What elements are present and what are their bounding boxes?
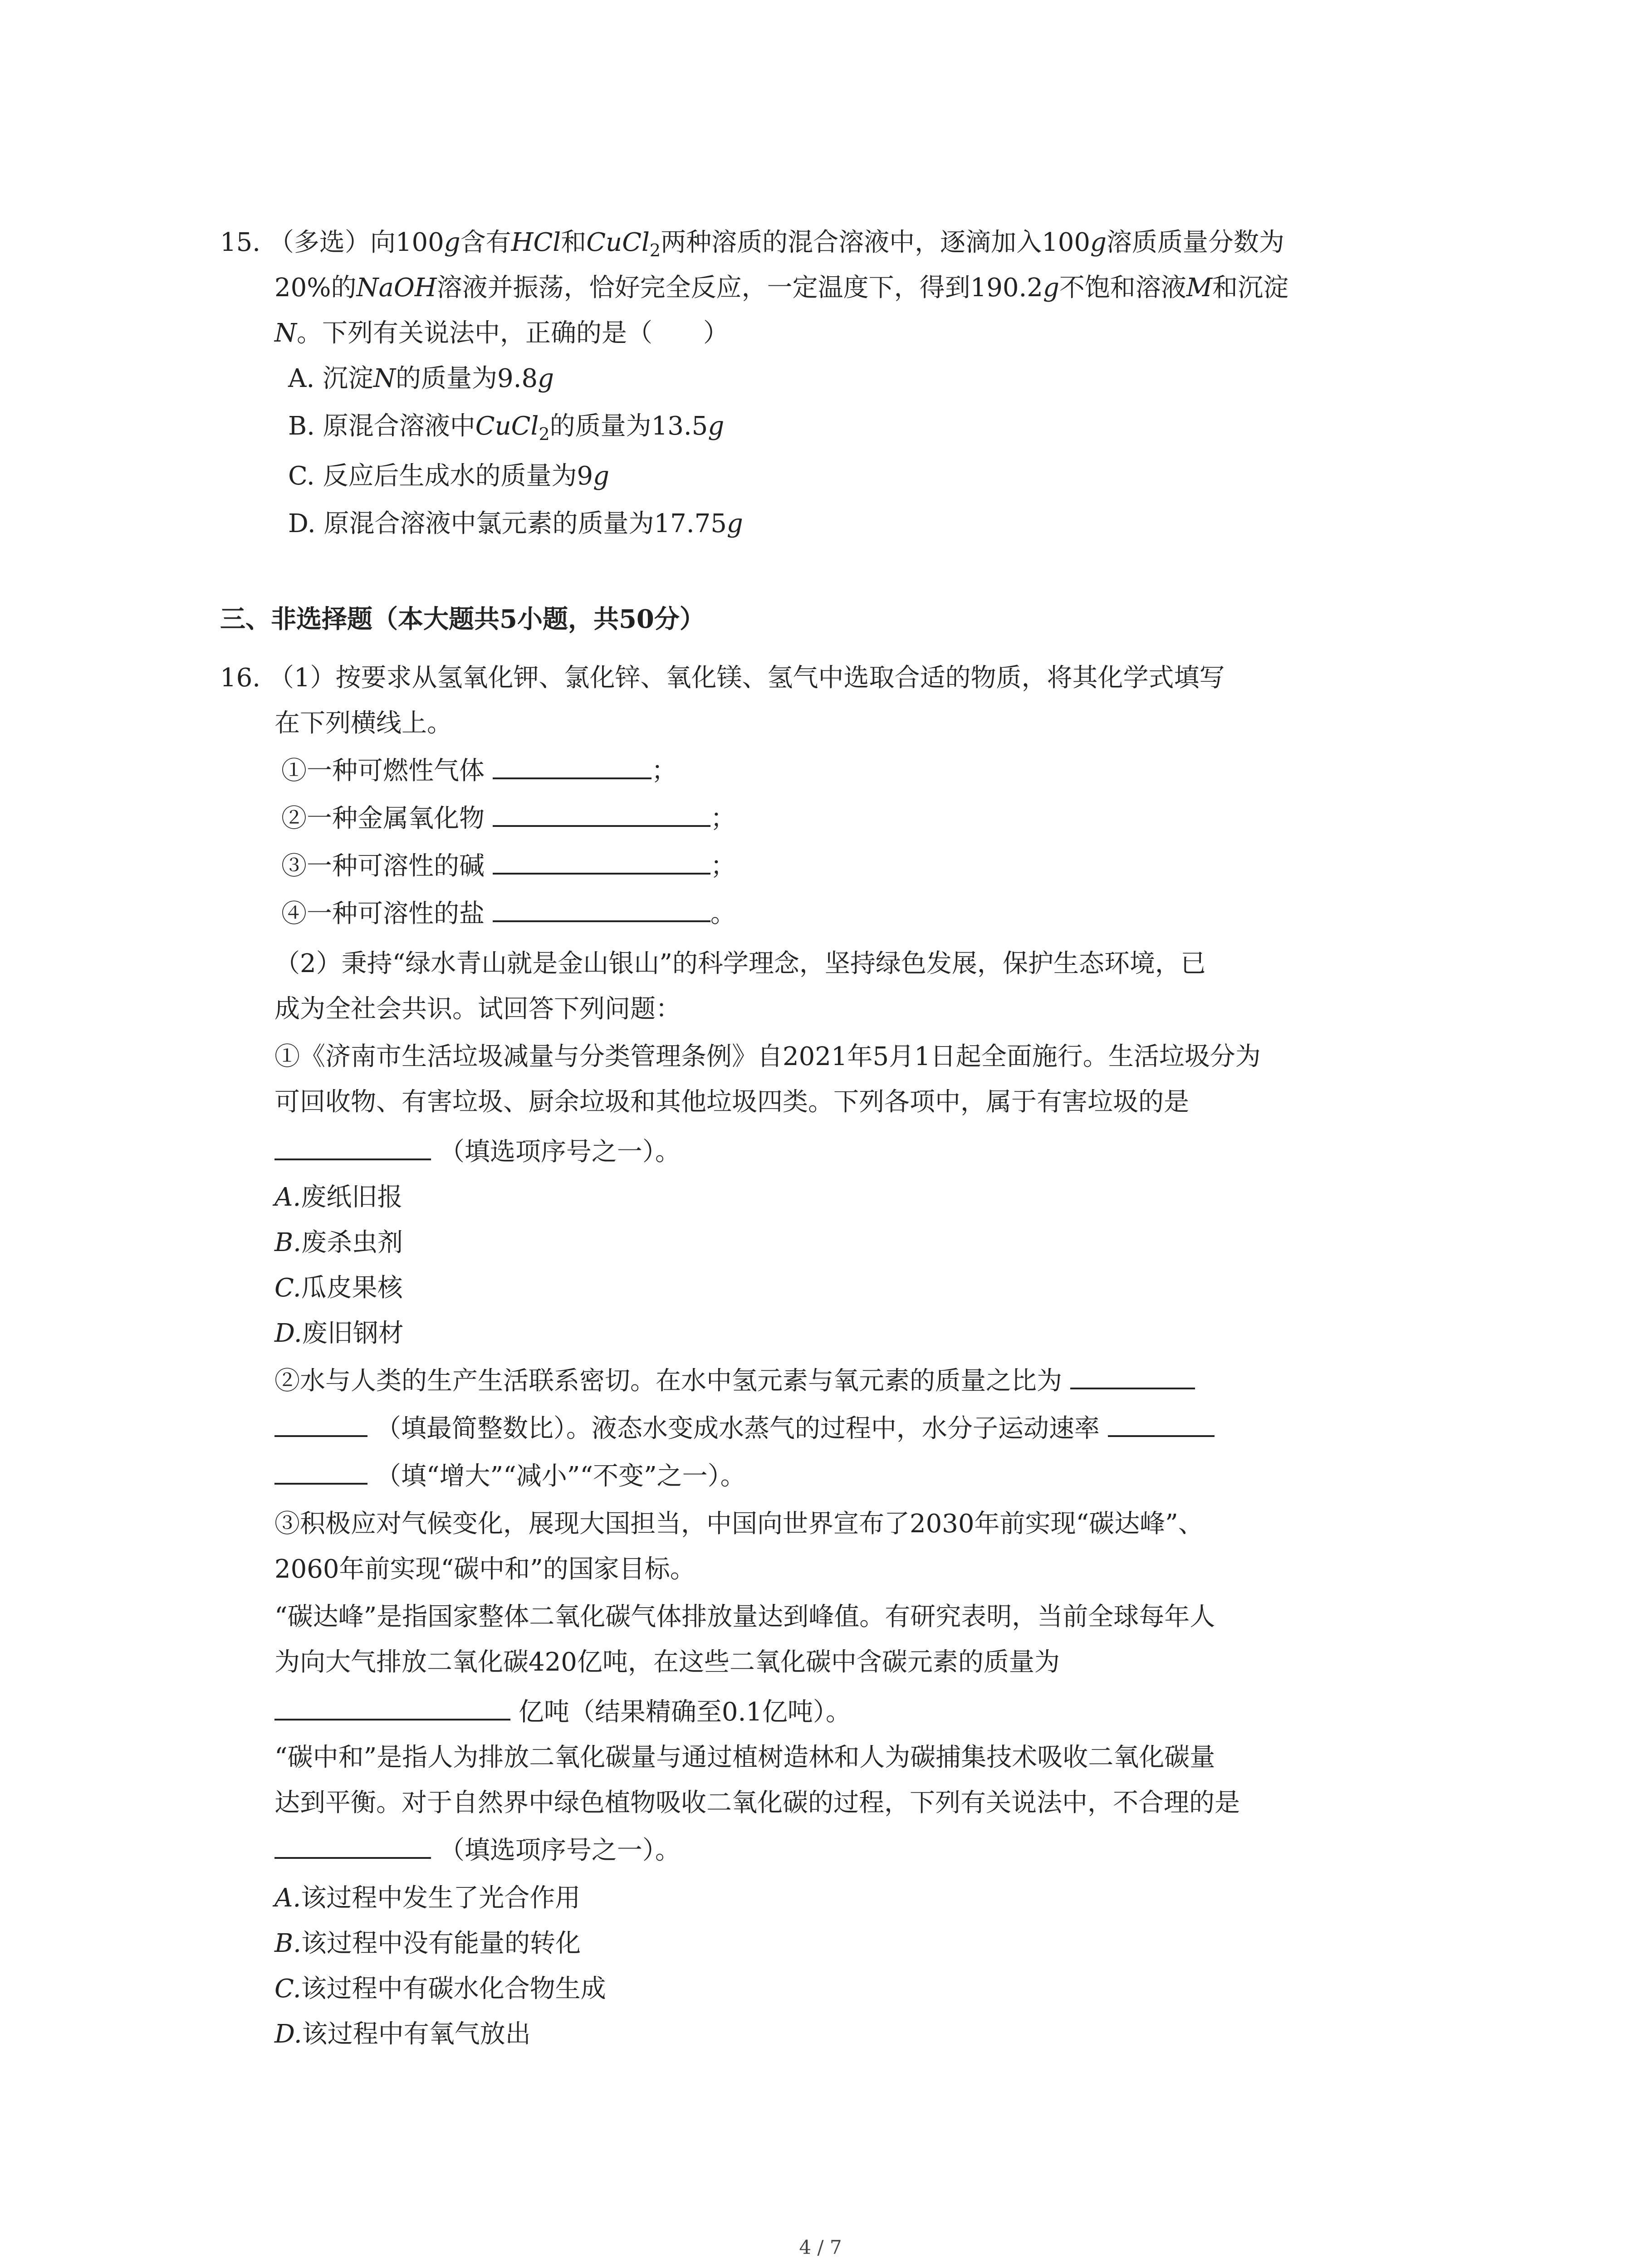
q15-line-2 xyxy=(274,265,1288,311)
q15-variable: N xyxy=(274,318,297,348)
q16-part2-line-1: （2）秉持“绿水青山就是金山银山”的科学理念，坚持绿色发展，保护生态环境，已 xyxy=(274,949,1206,978)
q15-formula: NaOH xyxy=(356,273,437,303)
q16-c1-line-2: 可回收物、有害垃圾、厨余垃圾和其他垃圾四类。下列各项中，属于有害垃圾的是 xyxy=(274,1087,1189,1117)
option-text: 瓜皮果核 xyxy=(301,1273,403,1303)
instruction-text: （填选项序号之一）。 xyxy=(439,1836,681,1865)
punctuation: ； xyxy=(710,804,736,833)
punctuation: ； xyxy=(651,756,677,786)
q15-text: 。下列有关说法中，正确的是（ ） xyxy=(297,318,729,348)
q16-line-1: 16. （1）按要求从氢氧化钾、氯化锌、氧化镁、氢气中选取合适的物质，将其化学式填写 xyxy=(220,663,1225,693)
answer-blank[interactable] xyxy=(1108,1408,1215,1437)
punctuation: 。 xyxy=(710,899,736,929)
q16-part2-line-2: 成为全社会共识。试回答下列问题： xyxy=(274,994,681,1024)
q15-option-d xyxy=(288,501,743,547)
q15-unit: g xyxy=(444,228,460,257)
q16-c3-line-8 xyxy=(274,1828,681,1873)
answer-blank[interactable] xyxy=(493,750,652,779)
option-text: 的质量为13.5 xyxy=(549,411,708,441)
answer-blank[interactable] xyxy=(274,1131,431,1160)
option-text: 废杀虫剂 xyxy=(301,1228,403,1257)
q16-c1-option-d xyxy=(274,1311,404,1356)
option-text: 废旧钢材 xyxy=(302,1319,404,1348)
q16-line-2: 在下列横线上。 xyxy=(274,709,452,738)
q16-c3-line-7: 达到平衡。对于自然界中绿色植物吸收二氧化碳的过程，下列有关说法中，不合理的是 xyxy=(274,1788,1240,1818)
instruction-text: （填“增大”“减小”“不变”之一）。 xyxy=(375,1461,746,1491)
q15-text: 含有 xyxy=(460,228,511,257)
option-unit: g xyxy=(593,461,609,491)
option-letter: C. xyxy=(274,1974,301,2004)
option-text: 该过程中发生了光合作用 xyxy=(301,1883,581,1913)
q16-c3-line-4: 为向大气排放二氧化碳420亿吨，在这些二氧化碳中含碳元素的质量为 xyxy=(274,1647,1060,1677)
q16-sub-4 xyxy=(281,891,736,937)
q16-c3-option-b xyxy=(274,1921,581,1966)
sub-question-text: ②一种金属氧化物 xyxy=(281,804,485,833)
option-text: 该过程中没有能量的转化 xyxy=(301,1929,581,1958)
q16-c3-option-c xyxy=(274,1966,606,2012)
answer-blank[interactable] xyxy=(493,846,710,875)
q16-c1-option-c xyxy=(274,1266,403,1311)
punctuation: ； xyxy=(710,851,736,881)
q15-text: 和 xyxy=(561,228,587,257)
q16-c3-line-6: “碳中和”是指人为排放二氧化碳量与通过植树造林和人为碳捕集技术吸收二氧化碳量 xyxy=(274,1743,1215,1772)
q16-c3-line-3: “碳达峰”是指国家整体二氧化碳气体排放量达到峰值。有研究表明，当前全球每年人 xyxy=(274,1602,1215,1632)
q16-c2-line-1 xyxy=(274,1359,1195,1404)
option-unit: g xyxy=(538,364,554,393)
answer-blank[interactable] xyxy=(274,1456,367,1485)
q16-c1-option-b xyxy=(274,1220,403,1266)
q15-text: 两种溶质的混合溶液中，逐滴加入 xyxy=(661,228,1042,257)
q15-text: 20%的 xyxy=(274,273,357,303)
option-letter: A. xyxy=(274,1883,301,1913)
answer-blank[interactable] xyxy=(274,1408,367,1437)
q15-unit: g xyxy=(1043,273,1059,303)
option-formula: CuCl xyxy=(475,411,539,441)
q15-option-c xyxy=(288,454,609,499)
q16-c2-line-2 xyxy=(274,1406,1215,1452)
option-unit: g xyxy=(708,411,725,441)
q16-sub-1 xyxy=(281,748,677,794)
option-text: 废纸旧报 xyxy=(301,1183,403,1212)
option-unit: g xyxy=(726,509,743,538)
q15-option-a xyxy=(288,356,554,401)
q16-c3-option-a xyxy=(274,1876,580,1921)
sub-question-text: ④一种可溶性的盐 xyxy=(281,899,485,929)
option-text: 该过程中有氧气放出 xyxy=(302,2019,531,2049)
page-number: 4 / 7 xyxy=(799,2236,842,2258)
q15-text: 15. （多选）向 xyxy=(220,228,396,257)
option-letter: D. xyxy=(274,2019,302,2049)
q15-text: 不饱和溶液 xyxy=(1059,273,1186,303)
q15-line-3 xyxy=(274,311,729,356)
q15-number: 100 xyxy=(1042,228,1090,257)
q15-text: 和沉淀 xyxy=(1212,273,1289,303)
q15-subscript: 2 xyxy=(649,240,661,261)
option-letter: B. xyxy=(274,1228,301,1257)
answer-blank[interactable] xyxy=(493,798,710,827)
answer-blank[interactable] xyxy=(274,1830,431,1859)
q16-c1-line-3 xyxy=(274,1129,681,1175)
answer-blank[interactable] xyxy=(1070,1360,1195,1389)
option-letter: B. xyxy=(274,1929,301,1958)
q15-unit: g xyxy=(1090,228,1107,257)
instruction-text: （填选项序号之一）。 xyxy=(439,1137,681,1167)
question-text: （填最简整数比）。液态水变成水蒸气的过程中，水分子运动速率 xyxy=(375,1414,1100,1443)
option-text: C. 反应后生成水的质量为9 xyxy=(288,461,593,491)
option-text: D. 原混合溶液中氯元素的质量为17.75 xyxy=(288,509,727,538)
sub-question-text: ③一种可溶性的碱 xyxy=(281,851,485,881)
option-subscript: 2 xyxy=(539,424,550,445)
option-text: 的质量为9.8 xyxy=(396,364,538,393)
q15-variable: M xyxy=(1186,273,1213,303)
answer-blank[interactable] xyxy=(493,893,710,922)
option-text: B. 原混合溶液中 xyxy=(288,411,475,441)
q16-sub-2 xyxy=(281,796,736,841)
q15-formula: CuCl xyxy=(586,228,650,257)
q16-c2-line-3 xyxy=(274,1454,746,1499)
q15-text: 溶液并振荡，恰好完全反应，一定温度下，得到190.2 xyxy=(436,273,1043,303)
q15-text: 溶质质量分数为 xyxy=(1106,228,1284,257)
option-variable: N xyxy=(373,364,396,393)
option-text: 该过程中有碳水化合物生成 xyxy=(301,1974,606,2004)
answer-blank[interactable] xyxy=(274,1691,510,1721)
option-text: A. 沉淀 xyxy=(288,364,374,393)
option-letter: A. xyxy=(274,1183,301,1212)
question-text: ②水与人类的生产生活联系密切。在水中氢元素与氧元素的质量之比为 xyxy=(274,1366,1062,1396)
q16-c3-line-2: 2060年前实现“碳中和”的国家目标。 xyxy=(274,1554,696,1584)
q16-c3-line-5 xyxy=(274,1690,851,1735)
question-text: 亿吨（结果精确至0.1亿吨）。 xyxy=(518,1697,851,1727)
q16-c3-option-d xyxy=(274,2012,531,2057)
q15-option-b xyxy=(288,404,724,457)
q15-number: 100 xyxy=(395,228,444,257)
option-letter: D. xyxy=(274,1319,302,1348)
q16-c3-line-1: ③积极应对气候变化，展现大国担当，中国向世界宣布了2030年前实现“碳达峰”、 xyxy=(274,1509,1204,1539)
q16-c1-line-1: ①《济南市生活垃圾减量与分类管理条例》自2021年5月1日起全面施行。生活垃圾分为 xyxy=(274,1042,1261,1071)
q15-formula: HCl xyxy=(511,228,561,257)
option-letter: C. xyxy=(274,1273,301,1303)
sub-question-text: ①一种可燃性气体 xyxy=(281,756,485,786)
q16-sub-3 xyxy=(281,844,736,889)
q16-c1-option-a xyxy=(274,1175,402,1220)
section-heading: 三、非选择题（本大题共5小题，共50分） xyxy=(220,604,705,634)
